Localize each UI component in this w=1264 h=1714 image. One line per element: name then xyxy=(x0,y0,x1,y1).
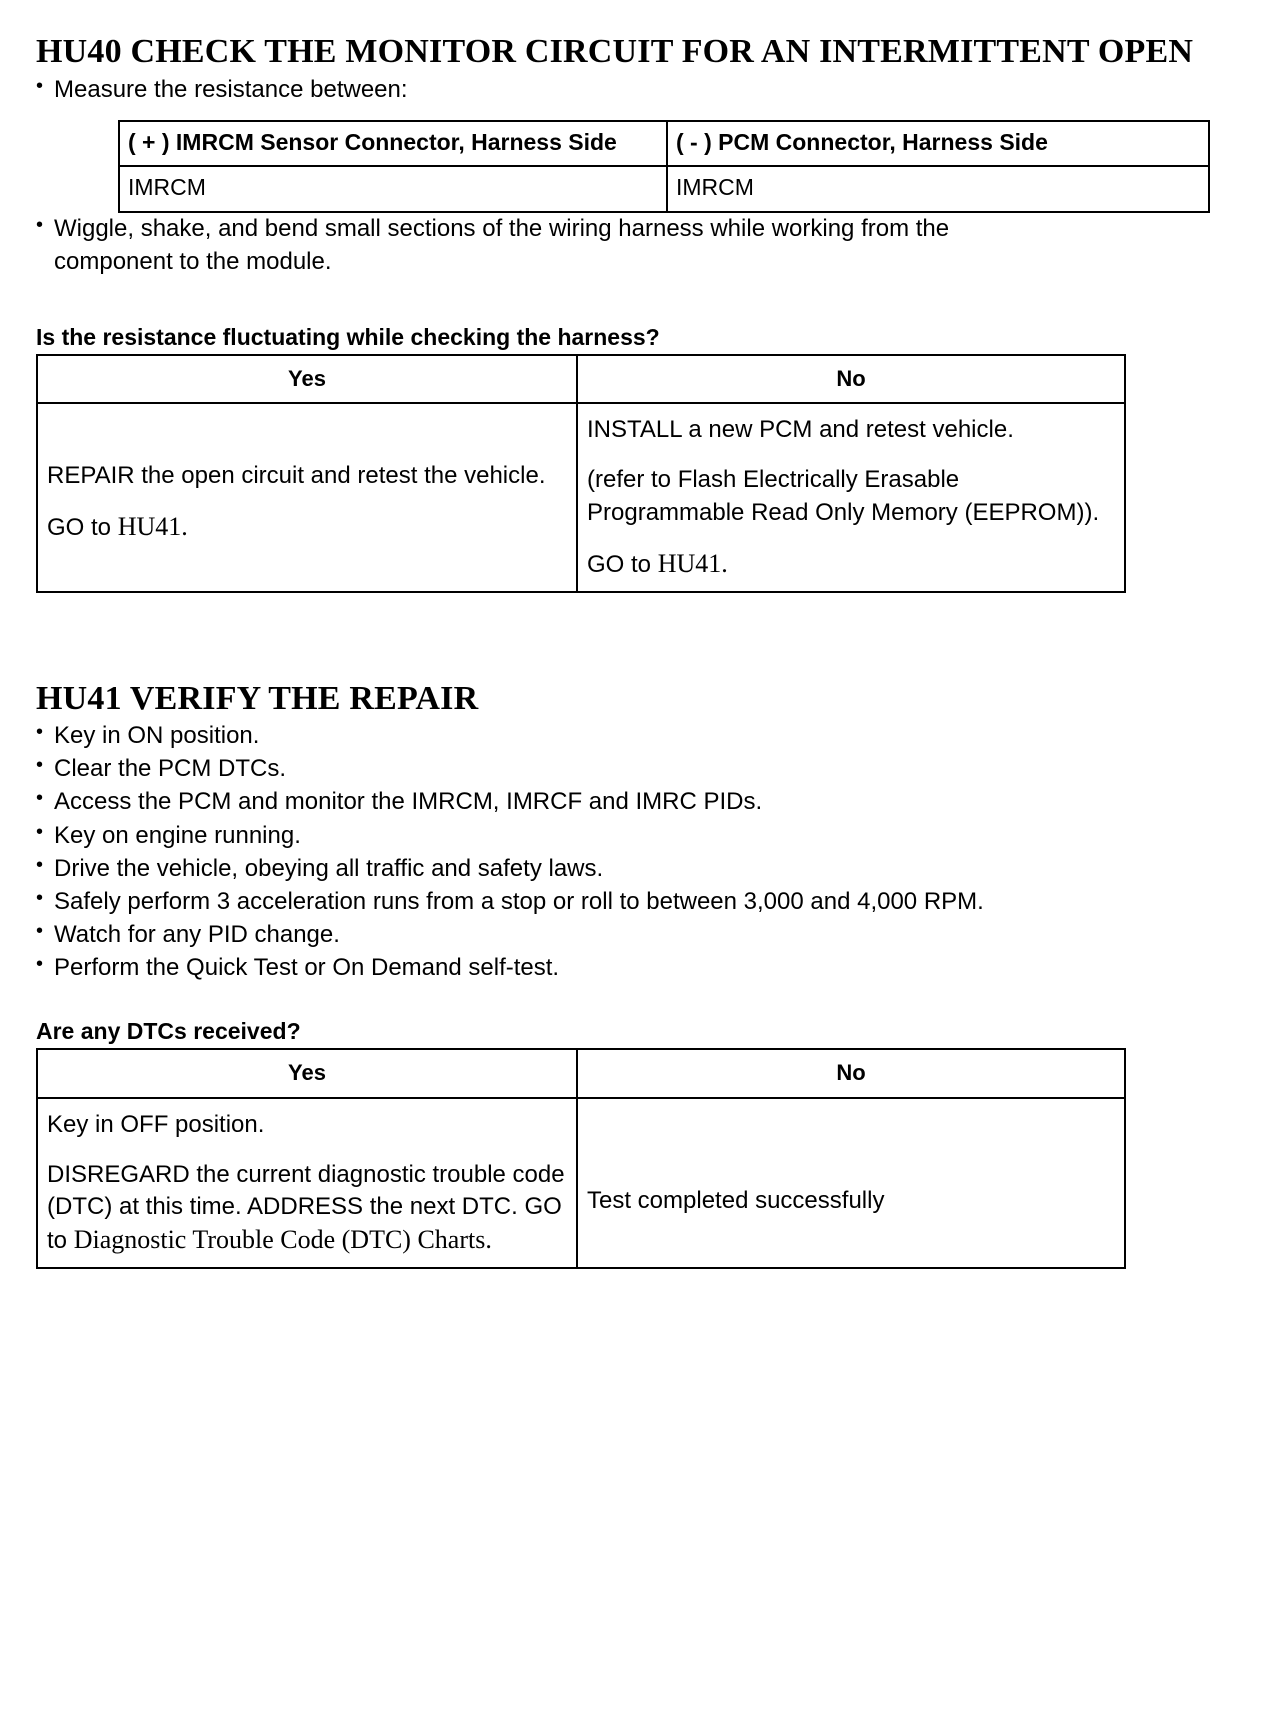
spacer xyxy=(587,529,1115,547)
spacer xyxy=(47,1141,567,1159)
decision-table-hu40 xyxy=(36,354,1126,593)
question-resistance-fluctuating: Is the resistance fluctuating while checking the harness? xyxy=(36,323,660,350)
column-header-yes: Yes xyxy=(37,1049,577,1097)
list-item xyxy=(36,786,1228,818)
question-dtcs-received: Are any DTCs received? xyxy=(36,1018,301,1045)
list-item xyxy=(36,720,1228,752)
verify-repair-bullet-list xyxy=(36,720,1228,984)
list-item xyxy=(36,853,1228,885)
list-item xyxy=(36,820,1228,852)
column-header-yes: Yes xyxy=(37,355,577,403)
bullet-text: Wiggle, shake, and bend small sections of the wiring harness while working from the component to the module. xyxy=(54,215,950,275)
goto-suffix: . xyxy=(721,548,728,578)
answer-cell-no xyxy=(577,1098,1125,1268)
answer-no-text-2: (refer to Flash Electrically Erasable Programmable Read Only Memory (EEPROM)). xyxy=(587,466,1100,526)
list-item xyxy=(36,213,1056,277)
column-header-no: No xyxy=(577,355,1125,403)
decision-table-hu41 xyxy=(36,1048,1126,1269)
connector-cell-positive: IMRCM xyxy=(119,166,667,213)
list-item xyxy=(36,952,1228,984)
page-title-hu40: HU40 CHECK THE MONITOR CIRCUIT FOR AN INTERMITTENT OPEN xyxy=(36,33,1194,70)
goto-reference-no xyxy=(587,547,1115,582)
list-item xyxy=(36,753,1228,785)
bullet-text: Perform the Quick Test or On Demand self-test. xyxy=(54,954,560,982)
wiggle-bullet-list xyxy=(36,213,1056,277)
answer-no-text-1: INSTALL a new PCM and retest vehicle. xyxy=(587,416,1014,444)
goto-target[interactable]: HU41 xyxy=(657,548,722,578)
bullet-text: Key in ON position. xyxy=(54,722,260,750)
bullet-text: Drive the vehicle, obeying all traffic and safety laws. xyxy=(54,854,604,882)
answer-yes-text: REPAIR the open circuit and retest the vehicle. xyxy=(47,462,546,490)
answer-no-text: Test completed successfully xyxy=(587,1186,885,1214)
table-header-row xyxy=(119,121,1209,166)
answer-yes-text-2 xyxy=(47,1159,567,1258)
measure-bullet-list xyxy=(36,74,1228,106)
answer-cell-yes xyxy=(37,1098,577,1268)
goto-reference-yes xyxy=(47,510,567,545)
bullet-text: Watch for any PID change. xyxy=(54,920,340,948)
answer-yes-text-1: Key in OFF position. xyxy=(47,1110,265,1138)
goto-prefix: GO to xyxy=(587,550,652,578)
spacer xyxy=(587,446,1115,464)
list-item xyxy=(36,886,1228,918)
bullet-text: Key on engine running. xyxy=(54,821,301,849)
goto-target-dtc-charts[interactable]: Diagnostic Trouble Code (DTC) Charts. xyxy=(73,1225,492,1255)
table-row xyxy=(37,403,1125,591)
bullet-text: Access the PCM and monitor the IMRCM, IMRCF and IMRC PIDs. xyxy=(54,788,763,816)
spacer xyxy=(47,492,567,510)
connector-cell-negative: IMRCM xyxy=(667,166,1209,213)
goto-target[interactable]: HU41 xyxy=(117,512,182,542)
table-row xyxy=(119,166,1209,213)
list-item xyxy=(36,919,1228,951)
connector-table xyxy=(118,120,1210,214)
goto-suffix: . xyxy=(181,512,188,542)
goto-prefix: GO to xyxy=(47,514,112,542)
section-spacer xyxy=(36,593,1228,677)
disregard-text: DISREGARD the current diagnostic trouble code (DTC) at this time. ADDRESS the next DTC. GO to xyxy=(47,1160,565,1255)
list-item xyxy=(36,74,1228,106)
connector-header-negative: ( - ) PCM Connector, Harness Side xyxy=(667,121,1209,166)
bullet-text: Safely perform 3 acceleration runs from a stop or roll to between 3,000 and 4,000 RPM. xyxy=(54,887,984,915)
connector-header-positive: ( + ) IMRCM Sensor Connector, Harness Side xyxy=(119,121,667,166)
answer-cell-yes xyxy=(37,403,577,591)
table-header-row xyxy=(37,355,1125,403)
answer-cell-no xyxy=(577,403,1125,591)
table-header-row xyxy=(37,1049,1125,1097)
column-header-no: No xyxy=(577,1049,1125,1097)
bullet-text: Measure the resistance between: xyxy=(54,75,408,103)
table-row xyxy=(37,1098,1125,1268)
page-title-hu41: HU41 VERIFY THE REPAIR xyxy=(36,679,479,717)
bullet-text: Clear the PCM DTCs. xyxy=(54,755,287,783)
